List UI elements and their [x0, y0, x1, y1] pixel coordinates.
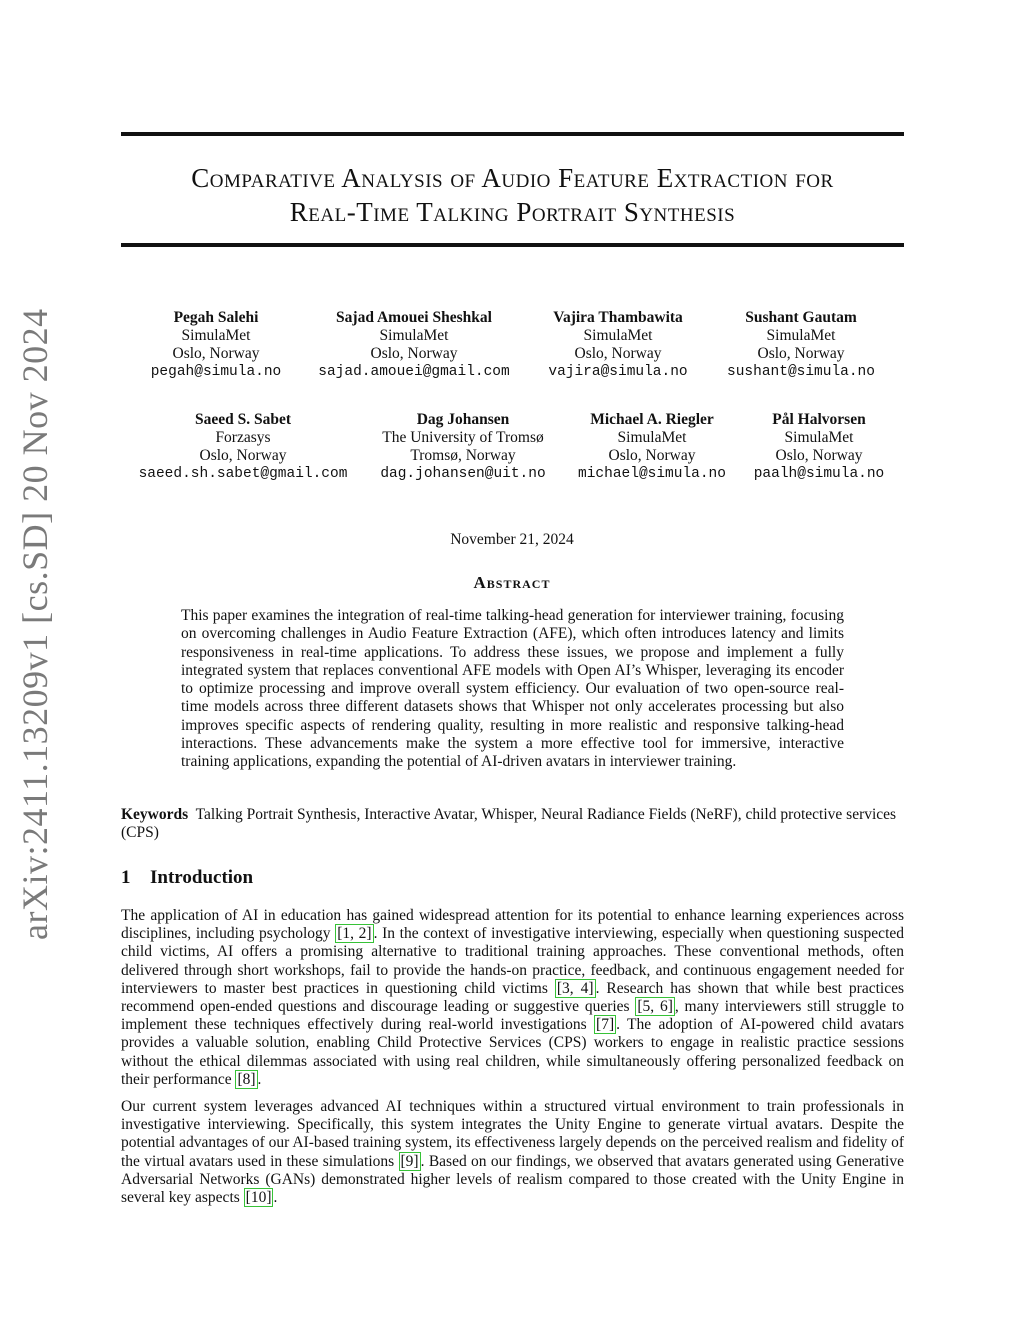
author-name: Saeed S. Sabet: [194, 411, 292, 428]
author-affiliation: The University of Tromsø: [382, 429, 544, 446]
author-location: Oslo, Norway: [775, 447, 863, 464]
author-block: [744, 411, 894, 483]
author-block: [146, 309, 286, 381]
keywords: [121, 806, 904, 843]
author-email[interactable]: vajira@simula.no: [548, 364, 688, 380]
author-email[interactable]: dag.johansen@uit.no: [380, 466, 546, 482]
author-email[interactable]: saeed.sh.sabet@gmail.com: [138, 466, 348, 482]
author-block: [128, 411, 358, 483]
author-name: Michael A. Riegler: [590, 411, 714, 428]
author-location: Oslo, Norway: [370, 345, 458, 362]
citation-link[interactable]: [3, 4]: [556, 979, 594, 997]
para-text: .: [273, 1189, 278, 1207]
citation-link[interactable]: [1, 2]: [337, 925, 372, 943]
section-number: 1: [121, 867, 131, 888]
author-affiliation: SimulaMet: [583, 327, 653, 344]
para-text: .: [257, 1070, 262, 1088]
author-name: Sajad Amouei Sheshkal: [336, 309, 492, 326]
title-top-rule: [121, 132, 904, 136]
author-location: Oslo, Norway: [757, 345, 845, 362]
author-affiliation: SimulaMet: [784, 429, 854, 446]
section-heading: [121, 867, 253, 889]
citation-link[interactable]: [5, 6]: [637, 998, 673, 1016]
author-block: [310, 309, 518, 381]
author-email[interactable]: sushant@simula.no: [727, 364, 875, 380]
arxiv-stamp: arXiv:2411.13209v1 [cs.SD] 20 Nov 2024: [15, 308, 55, 940]
author-email[interactable]: paalh@simula.no: [753, 466, 885, 482]
title-bottom-rule: [121, 243, 904, 247]
author-location: Oslo, Norway: [574, 345, 662, 362]
author-name: Pegah Salehi: [173, 309, 259, 326]
intro-paragraph-1: [121, 907, 904, 1089]
author-name: Vajira Thambawita: [553, 309, 683, 326]
author-name: Sushant Gautam: [745, 309, 857, 326]
para-text: . Based on our findings, we observed that avatars generated using Generative Adversarial Networks (GANs) demonstrated higher levels of realism compared to those created with the Unity Engine in several key aspects: [121, 1152, 904, 1207]
author-email[interactable]: pegah@simula.no: [150, 364, 282, 380]
para-text: The application of AI in education has gained widespread attention for its potential to enhance learning experiences across disciplines, including psychology: [121, 907, 904, 943]
author-affiliation: SimulaMet: [766, 327, 836, 344]
author-block: [569, 411, 735, 483]
author-affiliation: SimulaMet: [181, 327, 251, 344]
para-text: . Research has shown that while best practices recommend open-ended questions and discourage leading or suggestive queries: [121, 979, 904, 1016]
author-affiliation: Forzasys: [215, 429, 271, 446]
citation-link[interactable]: [8]: [237, 1070, 256, 1088]
author-name: Pål Halvorsen: [772, 411, 866, 428]
author-affiliation: SimulaMet: [617, 429, 687, 446]
title-line-1: Comparative Analysis of Audio Feature Extraction for: [191, 163, 834, 193]
citation-link[interactable]: [10]: [245, 1189, 272, 1207]
author-block: [370, 411, 556, 483]
author-block: [722, 309, 880, 381]
author-block: [538, 309, 698, 381]
publication-date: November 21, 2024: [450, 531, 574, 548]
para-text: Our current system leverages advanced AI techniques within a structured virtual environment to train professionals in investigative interviewing. Specifically, this system integrates the Unity Engine to generate virtual avatars. Despite the potential advantages of our AI-based training system, its effectiveness largely depends on the perceived realism and fidelity of the virtual avatars used in these simulations: [121, 1098, 904, 1170]
section-title: Introduction: [150, 867, 254, 888]
abstract-heading: Abstract: [473, 573, 551, 592]
keywords-text: Talking Portrait Synthesis, Interactive Avatar, Whisper, Neural Radiance Fields (NeRF), child protective services (CPS): [121, 806, 897, 842]
author-location: Oslo, Norway: [608, 447, 696, 464]
para-text: , many interviewers still struggle to implement these techniques effectively during real-world investigations: [121, 998, 904, 1034]
intro-paragraph-2: [121, 1098, 904, 1207]
author-email[interactable]: michael@simula.no: [578, 466, 726, 482]
abstract-text: This paper examines the integration of real-time talking-head generation for interviewer training, focusing on overcoming challenges in Audio Feature Extraction (AFE), which often introduces latency and limits responsiveness in real-time applications. To address these issues, we propose and implement a fully integrated system that replaces conventional AFE models with Open AI’s Whisper, leveraging its encoder to optimize processing and improve overall system efficiency. Our evaluation of two open-source real-time models across three different datasets shows that Whisper not only accelerates processing but also improves specific aspects of rendering quality, resulting in more realistic and responsive talking-head interactions. These advancements make the system a more effective tool for immersive, interactive training applications, expanding the potential of AI-driven avatars in interviewer training.: [181, 607, 844, 771]
author-location: Oslo, Norway: [199, 447, 287, 464]
citation-link[interactable]: [9]: [400, 1152, 419, 1170]
citation-link[interactable]: [7]: [596, 1016, 615, 1034]
para-text: . The adoption of AI-powered child avatars provides a valuable solution, enabling Child Protective Services (CPS) workers to engage in realistic practice sessions without the ethical dilemmas associated with using real children, while simultaneously offering personalized feedback on their performance: [121, 1016, 904, 1088]
title-line-2: Real-Time Talking Portrait Synthesis: [289, 197, 736, 227]
para-text: . In the context of investigative interviewing, especially when questioning suspected child victims, AI offers a promising alternative to traditional training approaches. These conventional methods, often delivered through short workshops, fail to provide the hands-on practice, feedback, and continuous engagement needed for interviewers to master best practices in questioning child victims: [121, 925, 904, 997]
author-affiliation: SimulaMet: [379, 327, 449, 344]
author-location: Tromsø, Norway: [410, 447, 516, 464]
author-location: Oslo, Norway: [172, 345, 260, 362]
author-name: Dag Johansen: [416, 411, 510, 428]
keywords-label: Keywords: [121, 806, 189, 823]
author-email[interactable]: sajad.amouei@gmail.com: [318, 364, 510, 380]
paper-title: [121, 161, 904, 229]
